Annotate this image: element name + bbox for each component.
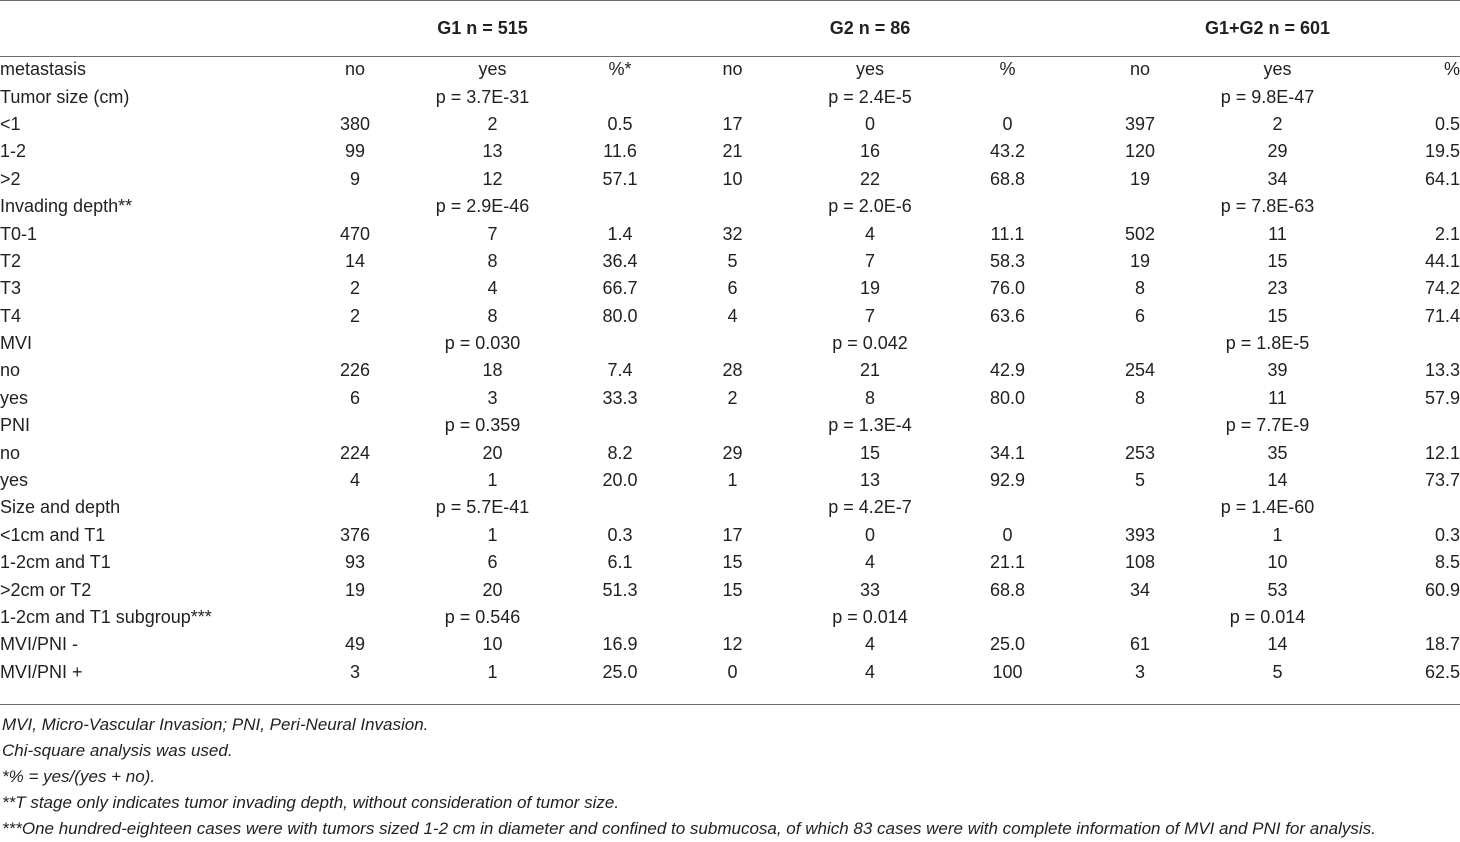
footnote-line: MVI, Micro-Vascular Invasion; PNI, Peri-Neural Invasion. <box>2 715 429 734</box>
table-row <box>0 303 1460 330</box>
data-cell: 12 <box>722 634 743 655</box>
row-label: <1 <box>0 113 21 134</box>
data-cell: 43.2 <box>989 141 1026 162</box>
column-label: yes <box>1263 59 1292 80</box>
data-cell: 53 <box>1267 579 1288 600</box>
table-row <box>0 220 1460 247</box>
data-cell: 35 <box>1267 442 1288 463</box>
data-cell: 18 <box>482 360 503 381</box>
data-cell: 44.1 <box>1424 250 1460 271</box>
data-cell: 33.3 <box>602 387 638 408</box>
p-value-cell: p = 0.359 <box>444 415 521 436</box>
p-value-cell: p = 0.014 <box>1229 607 1306 627</box>
data-cell: 502 <box>1124 223 1156 244</box>
p-value-row <box>0 604 1460 631</box>
data-cell: 64.1 <box>1424 168 1460 189</box>
data-cell: 76.0 <box>989 278 1026 299</box>
footnote-line: **T stage only indicates tumor invading depth, without consideration of tumor size. <box>2 793 620 812</box>
data-cell: 22 <box>859 168 881 189</box>
footnote-line: *% = yes/(yes + no). <box>2 767 156 786</box>
data-cell: 34 <box>1267 168 1288 189</box>
data-cell: 7.4 <box>607 360 633 381</box>
data-cell: 20 <box>482 579 503 600</box>
data-cell: 11 <box>1268 223 1287 244</box>
column-label: yes <box>478 59 507 80</box>
data-cell: 34 <box>1130 579 1151 600</box>
data-cell: 1.4 <box>607 223 633 244</box>
data-cell: 4 <box>349 470 360 491</box>
row-label: Size and depth <box>0 497 121 518</box>
data-cell: 6 <box>349 387 360 408</box>
data-cell: 29 <box>1267 141 1288 162</box>
row-label: PNI <box>0 415 31 436</box>
table-row <box>0 631 1460 658</box>
data-cell: 100 <box>992 661 1023 682</box>
column-label: no <box>722 59 743 80</box>
data-cell: 0.5 <box>607 113 633 134</box>
data-cell: 25.0 <box>602 661 638 682</box>
data-cell: 0.3 <box>607 524 633 545</box>
header-spacer <box>0 0 300 56</box>
data-cell: 12 <box>482 168 503 189</box>
data-cell: 224 <box>339 442 371 463</box>
row-label: MVI/PNI + <box>0 661 83 682</box>
data-cell: 108 <box>1124 552 1156 573</box>
p-value-cell: p = 0.014 <box>832 607 908 627</box>
data-cell: 21 <box>722 141 743 162</box>
p-value-cell: p = 0.030 <box>444 333 521 354</box>
data-cell: 2 <box>1272 113 1283 134</box>
p-value-cell: p = 2.0E-6 <box>828 196 912 217</box>
row-label: 1-2 <box>0 141 27 162</box>
data-cell: 51.3 <box>602 579 638 600</box>
p-value-cell: p = 1.8E-5 <box>1225 333 1310 354</box>
p-value-cell: p = 9.8E-47 <box>1220 86 1315 107</box>
data-cell: 68.8 <box>989 168 1026 189</box>
data-cell: 5 <box>1272 661 1283 682</box>
data-cell: 15 <box>1267 305 1288 326</box>
data-cell: 4 <box>864 661 875 682</box>
data-cell: 17 <box>722 524 743 545</box>
data-cell: 120 <box>1124 141 1156 162</box>
table-row <box>0 576 1460 603</box>
data-cell: 34.1 <box>989 442 1026 463</box>
column-label: %* <box>608 59 632 80</box>
data-cell: 1 <box>487 470 498 491</box>
data-cell: 254 <box>1124 360 1156 381</box>
data-cell: 8 <box>864 387 875 408</box>
data-cell: 4 <box>864 223 875 244</box>
data-cell: 2 <box>349 278 360 299</box>
data-cell: 25.0 <box>989 634 1026 655</box>
data-cell: 15 <box>722 552 743 573</box>
bottom-rule <box>0 704 1460 705</box>
row-label: >2cm or T2 <box>0 579 92 600</box>
data-cell: 19 <box>1130 250 1151 271</box>
data-cell: 8 <box>1135 387 1146 408</box>
row-label: metastasis <box>0 59 87 80</box>
table-row <box>0 467 1460 494</box>
data-cell: 93 <box>344 552 366 573</box>
row-label: T4 <box>0 305 22 326</box>
data-cell: 32 <box>722 223 743 244</box>
data-cell: 8 <box>487 250 498 271</box>
data-cell: 6 <box>1135 305 1146 326</box>
data-cell: 68.8 <box>989 579 1026 600</box>
data-cell: 376 <box>339 524 371 545</box>
data-cell: 5 <box>1135 470 1146 491</box>
footnote-line: Chi-square analysis was used. <box>2 741 233 760</box>
table-row <box>0 248 1460 275</box>
data-cell: 393 <box>1124 524 1156 545</box>
p-value-cell: p = 5.7E-41 <box>435 497 530 518</box>
data-cell: 19 <box>859 278 881 299</box>
data-cell: 6.1 <box>607 552 633 573</box>
data-cell: 21 <box>859 360 881 381</box>
data-cell: 73.7 <box>1424 470 1460 491</box>
data-cell: 71.4 <box>1424 305 1460 326</box>
data-cell: 16 <box>859 141 881 162</box>
header-g1: G1 n = 515 <box>437 17 528 38</box>
data-cell: 4 <box>727 305 738 326</box>
row-label: >2 <box>0 168 21 189</box>
data-cell: 62.5 <box>1424 661 1460 682</box>
column-label: % <box>999 59 1016 80</box>
data-cell: 63.6 <box>989 305 1026 326</box>
data-cell: 28 <box>722 360 743 381</box>
data-cell: 1 <box>727 470 738 491</box>
table-row <box>0 549 1460 576</box>
data-cell: 39 <box>1267 360 1288 381</box>
group-header-row <box>0 0 1460 56</box>
column-label-row <box>0 56 1460 83</box>
data-cell: 66.7 <box>602 278 638 299</box>
data-cell: 10 <box>722 168 743 189</box>
data-cell: 9 <box>349 168 360 189</box>
data-cell: 11.6 <box>603 141 637 162</box>
data-cell: 13 <box>859 470 881 491</box>
p-value-cell: p = 2.9E-46 <box>435 196 530 217</box>
data-cell: 13.3 <box>1424 360 1460 381</box>
p-value-row <box>0 494 1460 521</box>
data-cell: 0 <box>864 524 875 545</box>
data-cell: 80.0 <box>989 387 1026 408</box>
row-label: no <box>0 442 21 463</box>
table-row <box>0 522 1460 549</box>
data-cell: 18.7 <box>1424 634 1460 655</box>
header-g1-g2: G1+G2 n = 601 <box>1204 17 1331 38</box>
data-cell: 3 <box>1135 661 1146 682</box>
data-cell: 29 <box>722 442 743 463</box>
data-cell: 380 <box>339 113 371 134</box>
data-cell: 3 <box>349 661 360 682</box>
data-cell: 0 <box>1002 113 1013 134</box>
data-cell: 16.9 <box>602 634 638 655</box>
data-cell: 14 <box>1267 634 1288 655</box>
data-cell: 226 <box>339 360 371 381</box>
data-cell: 397 <box>1124 113 1156 134</box>
data-cell: 20.0 <box>602 470 638 491</box>
data-cell: 10 <box>1267 552 1288 573</box>
data-cell: 19 <box>1130 168 1151 189</box>
data-cell: 13 <box>482 141 503 162</box>
data-cell: 1 <box>487 661 498 682</box>
p-value-cell: p = 3.7E-31 <box>435 86 530 107</box>
data-cell: 8 <box>487 305 498 326</box>
row-label: T2 <box>0 250 22 271</box>
row-label: T0-1 <box>0 223 38 244</box>
data-cell: 80.0 <box>602 305 638 326</box>
data-cell: 1 <box>1272 524 1283 545</box>
row-label: yes <box>0 387 29 408</box>
data-cell: 21.1 <box>989 552 1026 573</box>
data-cell: 0 <box>727 661 738 682</box>
data-cell: 6 <box>487 552 498 573</box>
row-label: Invading depth** <box>0 196 133 217</box>
p-value-cell: p = 7.7E-9 <box>1225 415 1310 436</box>
data-cell: 11 <box>1268 387 1287 408</box>
data-cell: 74.2 <box>1424 278 1460 299</box>
p-value-cell: p = 1.4E-60 <box>1220 497 1315 518</box>
p-value-cell: p = 2.4E-5 <box>828 86 912 107</box>
data-cell: 2 <box>727 387 738 408</box>
data-cell: 4 <box>864 552 875 573</box>
data-cell: 1 <box>487 524 498 545</box>
data-cell: 0 <box>1002 524 1013 545</box>
p-value-row <box>0 83 1460 110</box>
data-cell: 0.5 <box>1435 113 1460 134</box>
data-cell: 99 <box>344 141 366 162</box>
data-cell: 92.9 <box>989 470 1026 491</box>
data-cell: 58.3 <box>989 250 1026 271</box>
p-value-row <box>0 330 1460 357</box>
data-cell: 57.9 <box>1424 387 1460 408</box>
table-row <box>0 659 1460 686</box>
data-cell: 2 <box>349 305 360 326</box>
data-cell: 11.1 <box>990 223 1025 244</box>
data-cell: 8.2 <box>607 442 633 463</box>
p-value-cell: p = 7.8E-63 <box>1220 196 1315 217</box>
data-cell: 7 <box>864 250 875 271</box>
data-cell: 14 <box>344 250 366 271</box>
row-label: 1-2cm and T1 subgroup*** <box>0 607 212 627</box>
data-cell: 49 <box>344 634 366 655</box>
data-cell: 8.5 <box>1435 552 1460 573</box>
data-cell: 33 <box>859 579 881 600</box>
column-label: % <box>1444 59 1460 80</box>
row-label: MVI <box>0 333 33 354</box>
footnote-line: ***One hundred-eighteen cases were with tumors sized 1-2 cm in diameter and confined to submucosa, of which 83 cases were with complete information of MVI and PNI for analysis. <box>2 819 1376 838</box>
data-cell: 8 <box>1135 278 1146 299</box>
data-cell: 15 <box>722 579 743 600</box>
data-cell: 5 <box>727 250 738 271</box>
row-label: <1cm and T1 <box>0 524 106 545</box>
data-cell: 2.1 <box>1435 223 1460 244</box>
table-footnotes <box>2 712 1458 842</box>
table-row <box>0 138 1460 165</box>
p-value-cell: p = 0.546 <box>444 607 521 627</box>
row-label: no <box>0 360 21 381</box>
data-cell: 19 <box>344 579 366 600</box>
data-cell: 6 <box>727 278 738 299</box>
row-label: yes <box>0 470 29 491</box>
data-cell: 253 <box>1124 442 1156 463</box>
data-cell: 4 <box>487 278 498 299</box>
p-value-cell: p = 0.042 <box>832 333 908 354</box>
data-cell: 7 <box>864 305 875 326</box>
data-cell: 0 <box>864 113 875 134</box>
data-cell: 60.9 <box>1424 579 1460 600</box>
table-row <box>0 385 1460 412</box>
data-cell: 10 <box>482 634 503 655</box>
table-row <box>0 166 1460 193</box>
table-row <box>0 357 1460 384</box>
column-label: no <box>344 59 366 80</box>
header-g2: G2 n = 86 <box>829 17 911 38</box>
p-value-cell: p = 1.3E-4 <box>828 415 912 436</box>
table-row <box>0 439 1460 466</box>
p-value-row <box>0 412 1460 439</box>
row-label: Tumor size (cm) <box>0 86 130 107</box>
data-cell: 42.9 <box>989 360 1026 381</box>
data-cell: 2 <box>487 113 498 134</box>
data-cell: 61 <box>1130 634 1151 655</box>
data-cell: 57.1 <box>602 168 638 189</box>
row-label: T3 <box>0 278 22 299</box>
data-cell: 15 <box>1267 250 1288 271</box>
data-cell: 36.4 <box>602 250 638 271</box>
row-label: MVI/PNI - <box>0 634 79 655</box>
data-cell: 470 <box>339 223 371 244</box>
data-cell: 20 <box>482 442 503 463</box>
data-cell: 15 <box>859 442 881 463</box>
table-row <box>0 111 1460 138</box>
data-cell: 17 <box>722 113 743 134</box>
p-value-row <box>0 193 1460 220</box>
data-cell: 4 <box>864 634 875 655</box>
data-cell: 23 <box>1267 278 1288 299</box>
p-value-cell: p = 4.2E-7 <box>828 497 912 518</box>
data-cell: 0.3 <box>1435 524 1460 545</box>
column-label: no <box>1130 59 1151 80</box>
data-cell: 12.1 <box>1424 442 1460 463</box>
column-label: yes <box>855 59 884 80</box>
data-cell: 3 <box>487 387 498 408</box>
data-cell: 14 <box>1267 470 1288 491</box>
table-row <box>0 275 1460 302</box>
row-label: 1-2cm and T1 <box>0 552 111 573</box>
data-cell: 19.5 <box>1424 141 1460 162</box>
data-cell: 7 <box>487 223 498 244</box>
